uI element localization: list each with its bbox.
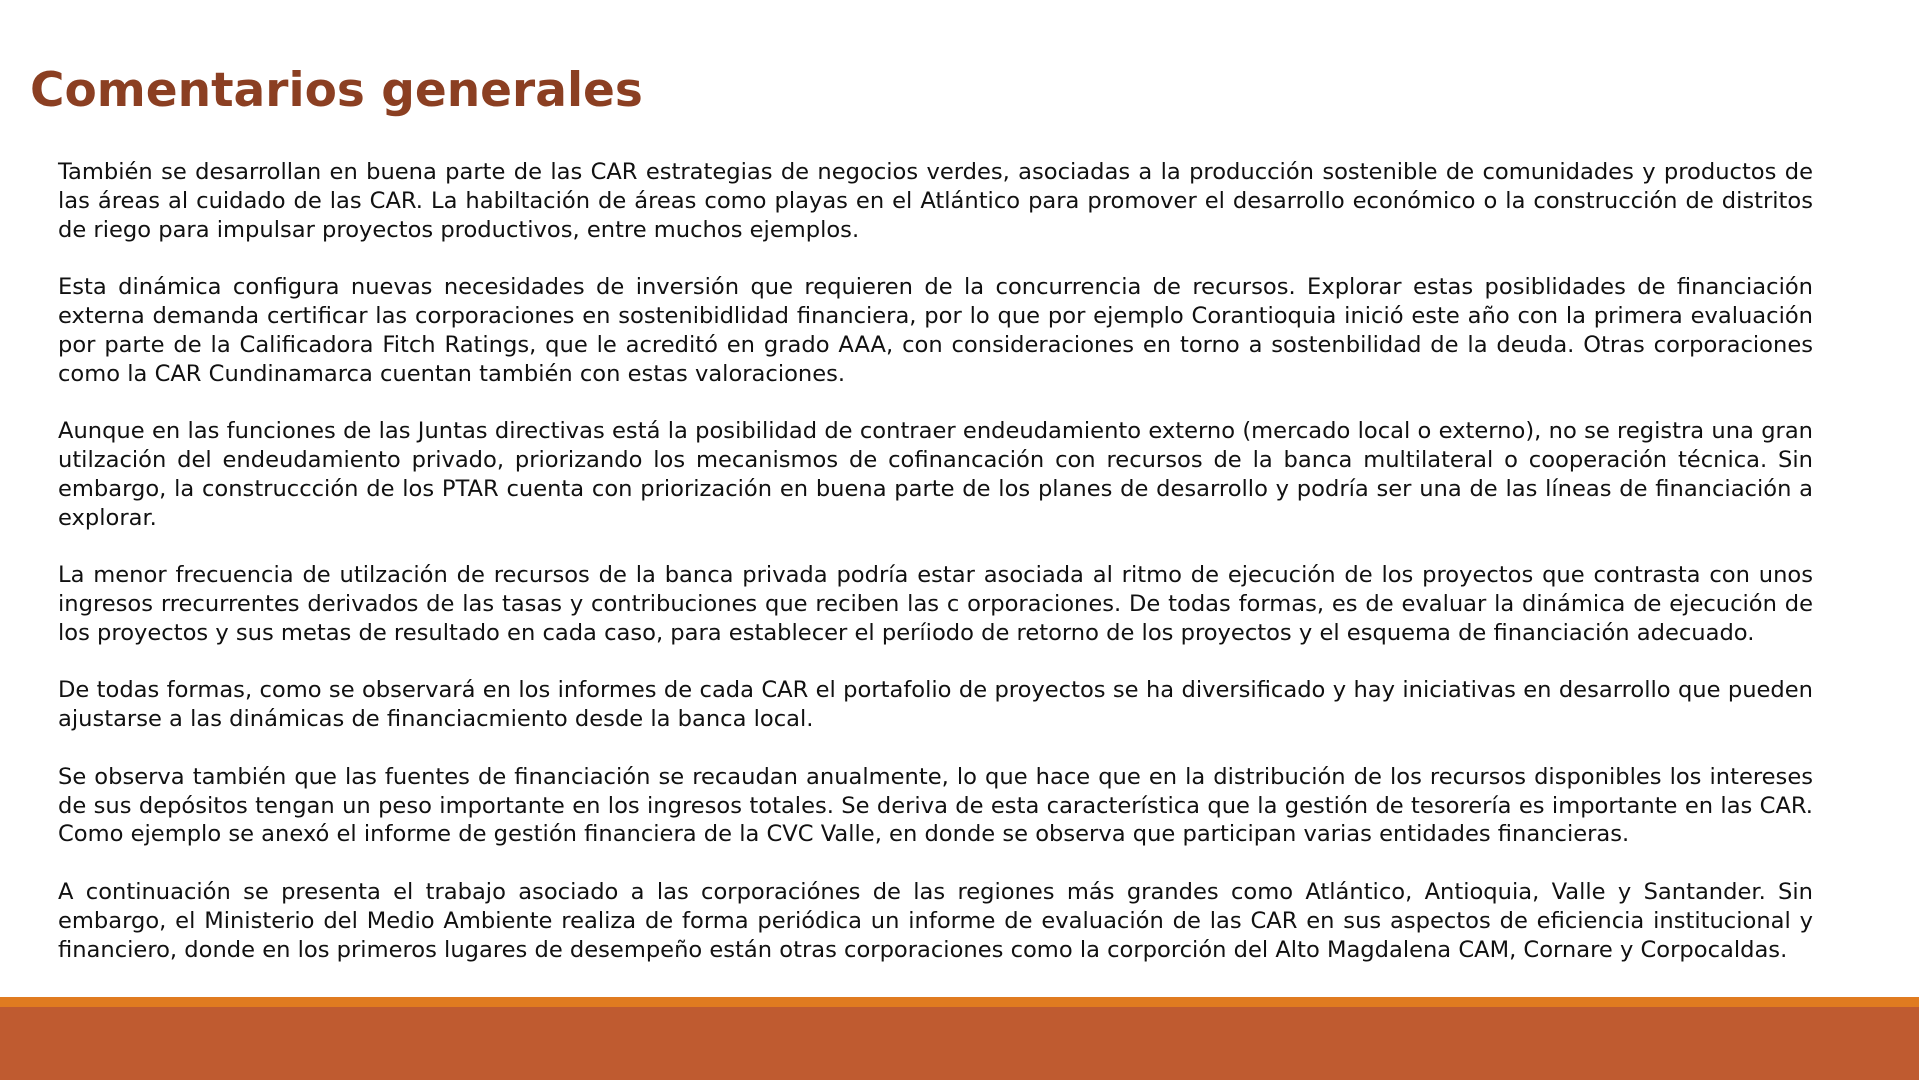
paragraph-negocios-verdes: También se desarrollan en buena parte de las CAR estrategias de negocios verdes, asociadas a la producción sostenible de comunidades y productos de las áreas al cuidado de las CAR. La habiltación de áreas como playas en el Atlántico para promover el desarrollo económico o la construcción de distritos de riego para impulsar proyectos productivos, entre muchos ejemplos. — [58, 159, 1813, 243]
paragraph-portafolio: De todas formas, como se observará en los informes de cada CAR el portafolio de proyectos se ha diversificado y hay iniciativas en desarrollo que pueden ajustarse a las dinámicas de financiacmiento desde la banca local. — [58, 677, 1813, 733]
footer-accent-stripe — [0, 997, 1919, 1007]
paragraph-dinamica-inversion: Esta dinámica configura nuevas necesidades de inversión que requieren de la concurrencia de recursos. Explorar estas posiblidades de financiación externa demanda certificar las corporaciones en sostenibidlidad financiera, por lo que por ejemplo Corantioquia inició este año con la primera evaluación por parte de la Calificadora Fitch Ratings, que le acreditó en grado AAA, con consideraciones en torno a sostenbilidad de la deuda. Otras corporaciones como la CAR Cundinamarca cuentan también con estas valoraciones. — [58, 274, 1813, 387]
footer-band — [0, 1007, 1919, 1080]
slide-body — [58, 158, 1813, 964]
paragraph-fuentes-financiacion: Se observa también que las fuentes de financiación se recaudan anualmente, lo que hace que en la distribución de los recursos disponibles los intereses de sus depósitos tengan un peso importante en los ingresos totales. Se deriva de esta característica que la gestión de tesorería es importante en las CAR. Como ejemplo se anexó el informe de gestión financiera de la CVC Valle, en donde se observa que participan varias entidades financieras. — [58, 763, 1813, 848]
paragraph-banca-privada: La menor frecuencia de utilzación de recursos de la banca privada podría estar asociada al ritmo de ejecución de los proyectos que contrasta con unos ingresos rrecurrentes derivados de las tasas y contribuciones que reciben las c orporaciones. De todas formas, es de evaluar la dinámica de ejecución de los proyectos y sus metas de resultado en cada caso, para establecer el períiodo de retorno de los proyectos y el esquema de financiación adecuado. — [58, 562, 1813, 646]
paragraph-endeudamiento: Aunque en las funciones de las Juntas directivas está la posibilidad de contraer endeudamiento externo (mercado local o externo), no se registra una gran utilzación del endeudamiento privado, priorizando los mecanismos de cofinancación con recursos de la banca multilateral o cooperación técnica. Sin embargo, la construccción de los PTAR cuenta con priorización en buena parte de los planes de desarrollo y podría ser una de las líneas de financiación a explorar. — [58, 418, 1813, 531]
slide-title: Comentarios generales — [30, 63, 643, 118]
paragraph-continuacion: A continuación se presenta el trabajo asociado a las corporaciónes de las regiones más grandes como Atlántico, Antioquia, Valle y Santander. Sin embargo, el Ministerio del Medio Ambiente realiza de forma periódica un informe de evaluación de las CAR en sus aspectos de eficiencia institucional y financiero, donde en los primeros lugares de desempeño están otras corporaciones como la corporción del Alto Magdalena CAM, Cornare y Corpocaldas. — [58, 878, 1813, 963]
